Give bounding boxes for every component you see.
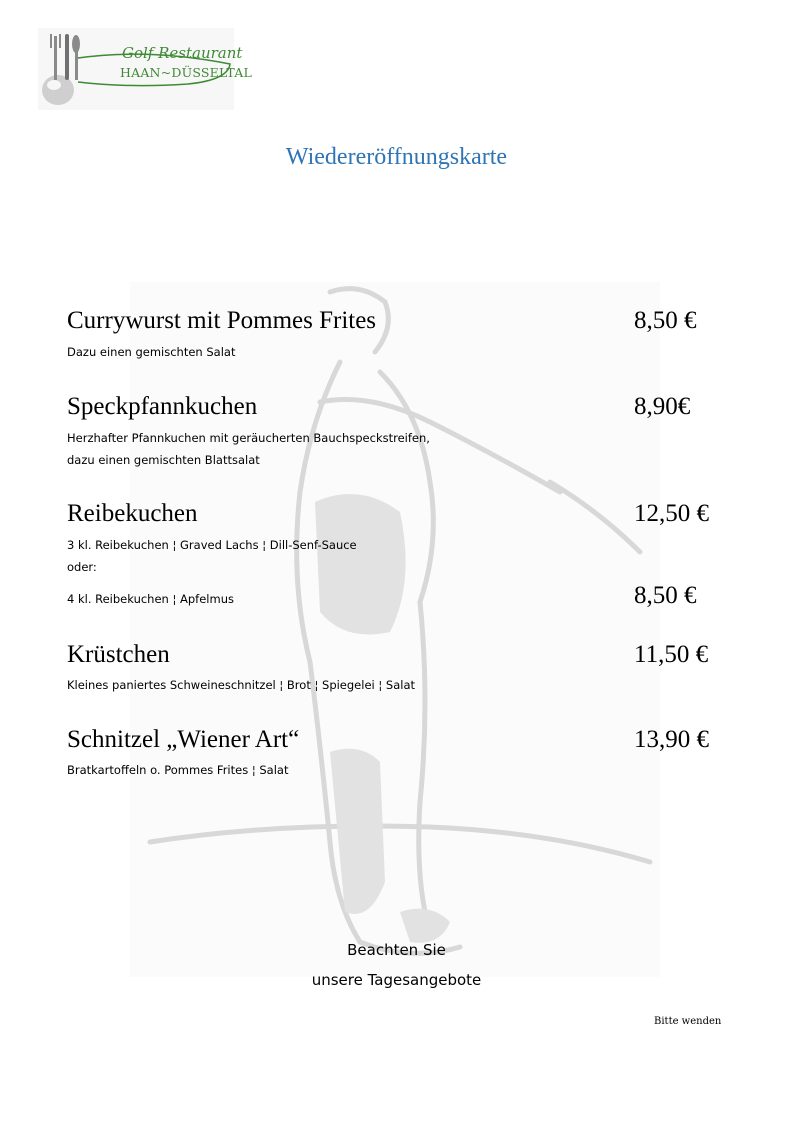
item-description: 3 kl. Reibekuchen ¦ Graved Lachs ¦ Dill-Senf-Sauce [67,538,357,552]
please-turn-note: Bitte wenden [654,1016,722,1027]
page-title: Wiedereröffnungskarte [285,144,508,170]
item-price-alt: 8,50 € [634,582,697,609]
item-description: dazu einen gemischten Blattsalat [67,453,260,467]
restaurant-logo [38,28,253,110]
item-description: Bratkartoffeln o. Pommes Frites ¦ Salat [67,763,289,777]
item-name: Krüstchen [67,641,170,668]
item-name: Speckpfannkuchen [67,393,258,420]
item-name: Reibekuchen [67,500,198,527]
logo-line2: HAAN~DÜSSELTAL [120,65,253,80]
item-description: Herzhafter Pfannkuchen mit geräucherten Bauchspeckstreifen, [67,431,430,445]
logo-line1: Golf Restaurant [122,44,243,62]
item-price: 8,50 € [634,307,697,334]
footer-line2: unsere Tagesangebote [311,971,482,989]
item-description: oder: [67,560,97,574]
footer-line1: Beachten Sie [347,941,446,959]
item-name: Schnitzel „Wiener Art“ [67,726,300,753]
item-description: 4 kl. Reibekuchen ¦ Apfelmus [67,592,234,606]
item-description: Dazu einen gemischten Salat [67,345,236,359]
item-description: Kleines paniertes Schweineschnitzel ¦ Brot ¦ Spiegelei ¦ Salat [67,678,416,692]
item-price: 11,50 € [634,641,709,668]
item-price: 13,90 € [634,726,709,753]
item-price: 8,90€ [634,393,691,420]
item-price: 12,50 € [634,500,709,527]
golfer-sketch-icon [130,282,660,977]
item-name: Currywurst mit Pommes Frites [67,307,377,334]
